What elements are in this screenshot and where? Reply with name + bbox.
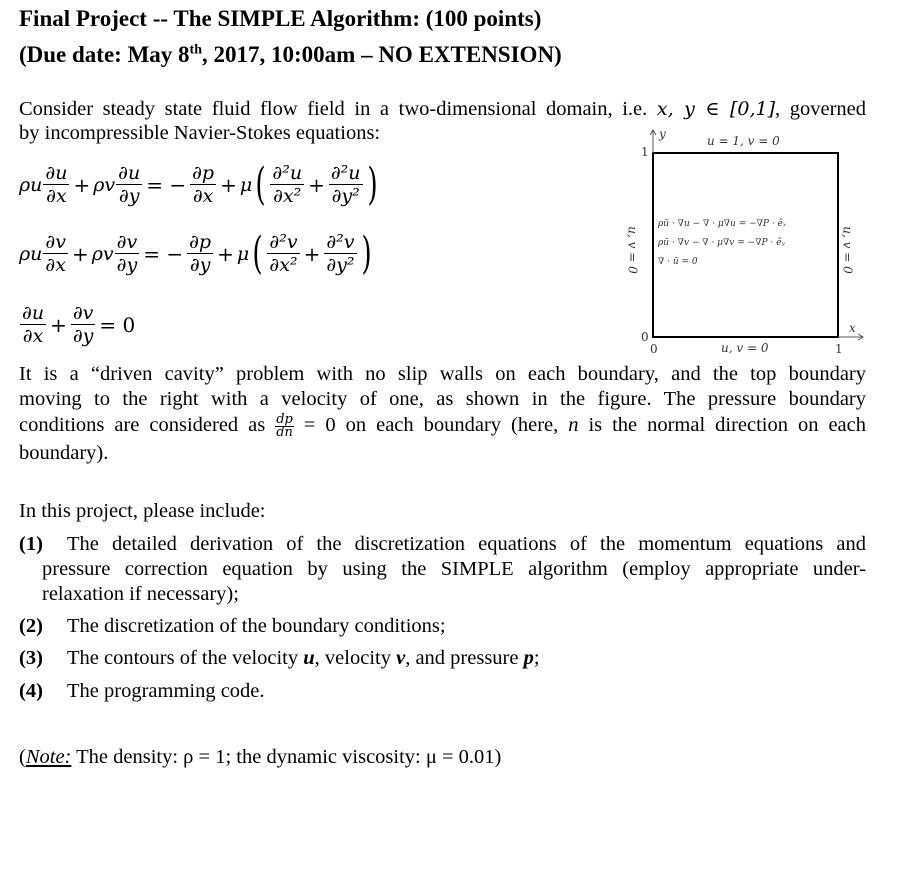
plus-sign: + xyxy=(217,241,234,266)
left-paren: ( xyxy=(252,227,263,279)
dp-dn-fraction: $\frac{dp}{dn}$ xyxy=(276,411,293,440)
bottom-boundary-label: u, v = 0 xyxy=(721,341,769,355)
right-paren: ) xyxy=(366,158,378,210)
equals-minus: = − xyxy=(143,241,184,266)
d2u-dx2-fraction: $\frac{\text{∂²u}}{\text{∂x²}}$ xyxy=(272,162,303,207)
y-tick-1: 1 xyxy=(641,145,649,159)
note-text: The density: ρ = 1; the dynamic viscosity: μ = 0.01) xyxy=(71,746,502,768)
plus-sign: + xyxy=(303,241,321,266)
domain-math: x, y ∈ [0,1] xyxy=(656,98,776,120)
bc-text-mid: = 0 on each boundary (here, xyxy=(293,414,569,436)
title-line-1: Final Project -- The SIMPLE Algorithm: (100 points) xyxy=(19,6,542,31)
due-date-superscript: th xyxy=(189,42,202,58)
list-item-4-text: The programming code. xyxy=(67,680,265,702)
list-item-1-line-3: relaxation if necessary); xyxy=(42,583,239,605)
x-momentum-equation xyxy=(19,158,381,210)
include-heading: In this project, please include: xyxy=(19,500,266,522)
rho-u-term: ρu xyxy=(19,173,43,196)
velocity-v: v xyxy=(396,647,406,669)
plus-sign: + xyxy=(71,241,89,266)
note xyxy=(19,744,501,770)
bc-text-post: is the normal direction on each xyxy=(578,414,866,436)
rho-v-term: ρv xyxy=(93,173,116,196)
intro-line-1 xyxy=(19,96,866,122)
x-axis-label: x xyxy=(849,321,856,335)
rho-v-term: ρv xyxy=(91,242,114,265)
list-item-2 xyxy=(19,614,446,639)
list-item-3-mid1: , velocity xyxy=(314,647,397,669)
plus-sign: + xyxy=(50,312,67,337)
plus-sign: + xyxy=(73,172,91,197)
dv-dy-fraction: $\frac{\partial v}{\partial y}$ xyxy=(116,231,138,276)
d2u-dy2-fraction: $\frac{\text{∂²u}}{\text{∂y²}}$ xyxy=(330,162,361,207)
list-item-1 xyxy=(19,532,866,607)
problem-line-2: moving to the right with a velocity of one, as shown in the figure. The pressure boundary xyxy=(19,388,866,410)
figure-continuity: ∇ · ū = 0 xyxy=(658,257,698,267)
dp-dy-fraction: $\frac{\partial p}{\partial y}$ xyxy=(189,231,212,276)
list-label: (2) xyxy=(19,615,43,637)
du-dy-fraction: $\frac{\partial u}{\partial y}$ xyxy=(118,162,141,207)
bc-text-pre: conditions are considered as xyxy=(19,414,276,436)
d2v-dy2-fraction: $\frac{\text{∂²v}}{\text{∂y²}}$ xyxy=(326,231,355,276)
note-label: Note: xyxy=(25,746,72,768)
problem-line-3 xyxy=(19,412,866,439)
list-item-3-pre: The contours of the velocity xyxy=(67,647,304,669)
normal-direction-symbol: n xyxy=(568,414,579,436)
right-boundary-label: u, v = 0 xyxy=(840,226,855,274)
dp-dx-fraction: $\frac{\partial p}{\partial x}$ xyxy=(192,162,215,207)
x-tick-0: 0 xyxy=(650,342,658,356)
due-date-prefix: (Due date: May 8 xyxy=(19,42,190,67)
title-line-2 xyxy=(19,42,562,68)
list-label: (4) xyxy=(19,680,43,702)
continuity-equation xyxy=(19,302,138,347)
mu-term: μ xyxy=(236,242,250,265)
list-item-1-line-1: The detailed derivation of the discretization equations of the momentum equations and xyxy=(67,533,866,555)
du-dx-fraction: $\frac{\partial u}{\partial x}$ xyxy=(45,162,68,207)
y-axis-label: y xyxy=(659,127,666,141)
x-tick-1: 1 xyxy=(835,342,843,356)
plus-sign: + xyxy=(308,172,325,197)
equals-zero: = 0 xyxy=(99,312,136,337)
rho-u-term: ρu xyxy=(19,242,43,265)
dv-dy-fraction: $\frac{\partial v}{\partial y}$ xyxy=(72,302,94,347)
mu-term: μ xyxy=(239,173,253,196)
intro-text: Consider steady state fluid flow field in a two-dimensional domain, i.e. xyxy=(19,98,657,120)
velocity-u: u xyxy=(303,647,315,669)
figure-v-momentum: ρū · ∇v − ∇ · μ∇v = −∇P · êᵧ xyxy=(658,238,785,248)
left-paren: ( xyxy=(255,158,266,210)
y-tick-0: 0 xyxy=(641,330,649,344)
list-item-4 xyxy=(19,679,265,704)
left-boundary-label: u, v = 0 xyxy=(625,226,640,274)
dv-dx-fraction: $\frac{\partial v}{\partial x}$ xyxy=(45,231,66,276)
note-open-paren: ( xyxy=(19,746,26,768)
list-label: (1) xyxy=(19,533,43,555)
figure-u-momentum: ρū · ∇u − ∇ · μ∇u = −∇P · êₓ xyxy=(658,219,787,229)
list-label: (3) xyxy=(19,647,43,669)
d2v-dx2-fraction: $\frac{\text{∂²v}}{\text{∂x²}}$ xyxy=(269,231,298,276)
du-dx-fraction: $\frac{\partial u}{\partial x}$ xyxy=(22,302,45,347)
problem-line-1: It is a “driven cavity” problem with no slip walls on each boundary, and the top boundary xyxy=(19,363,866,385)
intro-line-2: by incompressible Navier-Stokes equations: xyxy=(19,122,381,144)
list-item-3-post: ; xyxy=(533,647,540,669)
intro-text-end: , governed xyxy=(775,98,867,120)
top-boundary-label: u = 1, v = 0 xyxy=(707,134,780,148)
y-momentum-equation xyxy=(19,227,375,279)
list-item-2-text: The discretization of the boundary conditions; xyxy=(67,615,446,637)
problem-line-4: boundary). xyxy=(19,442,109,464)
pressure-p: p xyxy=(523,647,534,669)
equals-minus: = − xyxy=(146,172,187,197)
list-item-3-mid2: , and pressure xyxy=(405,647,524,669)
due-date-suffix: , 2017, 10:00am – NO EXTENSION) xyxy=(202,42,562,67)
list-item-1-line-2: pressure correction equation by using the SIMPLE algorithm (employ appropriate under- xyxy=(42,558,866,580)
right-paren: ) xyxy=(360,227,372,279)
list-item-3 xyxy=(19,646,540,671)
plus-sign: + xyxy=(220,172,237,197)
cavity-figure xyxy=(625,125,875,360)
